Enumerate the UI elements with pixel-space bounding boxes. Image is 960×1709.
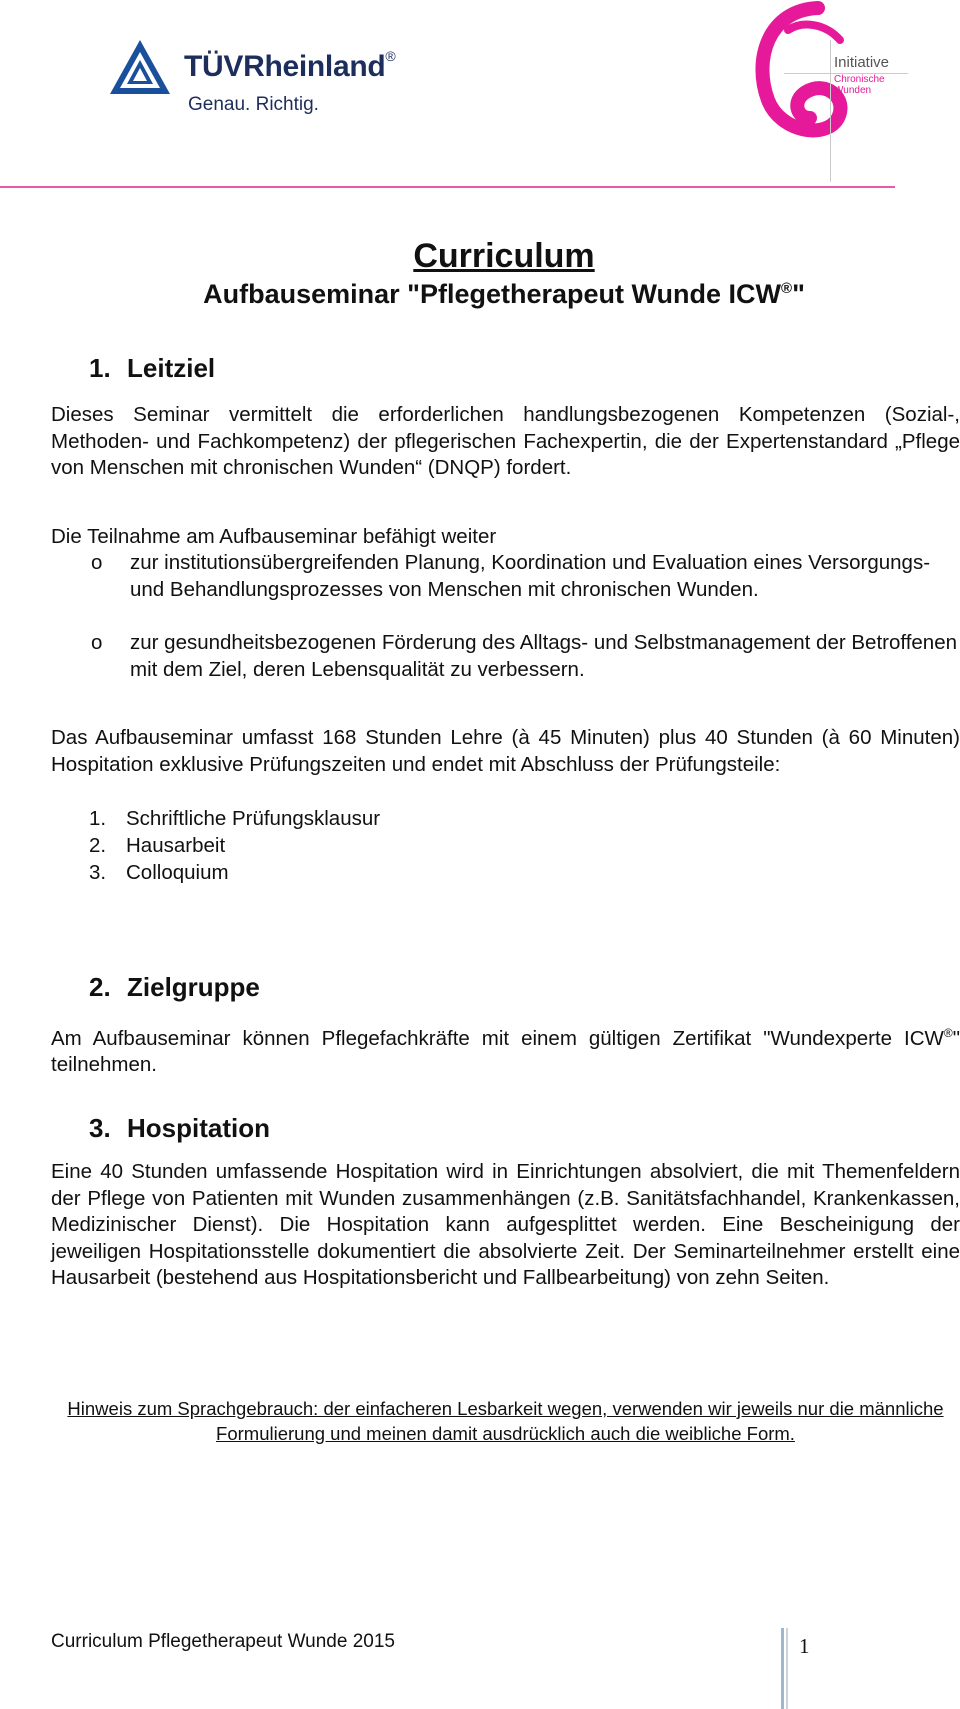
section-2-heading: 2. Zielgruppe (89, 972, 260, 1002)
footer-title: Curriculum Pflegetherapeut Wunde 2015 (51, 1631, 395, 1652)
icw-vertical-line (830, 40, 831, 182)
section-1-heading: 1. Leitziel (89, 353, 216, 383)
list-item: 2. Hausarbeit (89, 834, 226, 857)
section-3-text: Eine 40 Stunden umfassende Hospitation wird in Einrichtungen absolviert, die mit Themenfeldern der Pflege von Patienten mit Wunden zusammenhängen (z.B. Sanitätsfachhandel, Krankenkassen, Medizinischer Dienst). Die Hospitation kann aufgesplittet werden. Eine Bescheinigung der jeweiligen Hospitationsstelle dokumentiert die absolvierte Zeit. Der Seminarteilnehmer erstellt eine Hausarbeit (bestehend aus Hospitationsbericht und Fallbearbeitung) von zehn Seiten. (51, 1160, 960, 1289)
umfang-text: Das Aufbauseminar umfasst 168 Stunden Lehre (à 45 Minuten) plus 40 Stunden (à 60 Minuten) Hospitation exklusive Prüfungszeiten und endet mit Abschluss der Prüfungsteile: (51, 726, 960, 776)
tuv-slogan: Genau. Richtig. (188, 94, 319, 115)
icw-text-chronische: Chronische (834, 74, 885, 85)
tuv-triangle-icon (108, 38, 172, 98)
teilnahme-text: Die Teilnahme am Aufbauseminar befähigt weiter (51, 525, 497, 548)
list-item: 3. Colloquium (89, 861, 229, 884)
bullet-text: zur institutionsübergreifenden Planung, Koordination und Evaluation eines Versorgungs- und Behandlungsprozesses von Menschen mit chronischen Wunden. (130, 551, 931, 601)
footer-divider-bar-inner (786, 1628, 788, 1709)
page-title: Curriculum (413, 237, 595, 275)
bullet-marker: o (91, 551, 103, 574)
tuv-rheinland-logo (108, 36, 428, 126)
icw-logo (748, 0, 908, 182)
section-1-intro: Dieses Seminar vermittelt die erforderlichen handlungsbezogenen Kompetenzen (Sozial-, Methoden- und Fachkompetenz) der pflegerischen Fachexpertin, die der Expertenstandard „Pflege von Menschen mit chronischen Wunden“ (DNQP) fordert. (51, 403, 960, 479)
page-number: 1 (799, 1634, 810, 1658)
language-note: Hinweis zum Sprachgebrauch: der einfacheren Lesbarkeit wegen, verwenden wir jeweils nur die männliche Formulierung und meinen damit ausdrücklich auch die weibliche Form. (67, 1398, 944, 1444)
bullet-marker: o (91, 631, 103, 654)
section-3-heading: 3. Hospitation (89, 1113, 270, 1143)
tuv-brand-name: TÜVRheinland® (184, 48, 396, 83)
icw-text-initiative: Initiative (834, 54, 890, 71)
footer-divider-bar (781, 1628, 784, 1709)
list-item: 1. Schriftliche Prüfungsklausur (89, 807, 381, 830)
bullet-text: zur gesundheitsbezogenen Förderung des Alltags- und Selbstmanagement der Betroffenen mit dem Ziel, deren Lebensqualität zu verbessern. (130, 631, 958, 681)
icw-text-wunden: Wunden (834, 85, 872, 96)
section-2-text: Am Aufbauseminar können Pflegefachkräfte mit einem gültigen Zertifikat "Wundexperte ICW®" teilnehmen. (51, 1026, 960, 1077)
header-divider (0, 186, 895, 188)
page-subtitle: Aufbauseminar "Pflegetherapeut Wunde ICW®" (203, 279, 805, 309)
